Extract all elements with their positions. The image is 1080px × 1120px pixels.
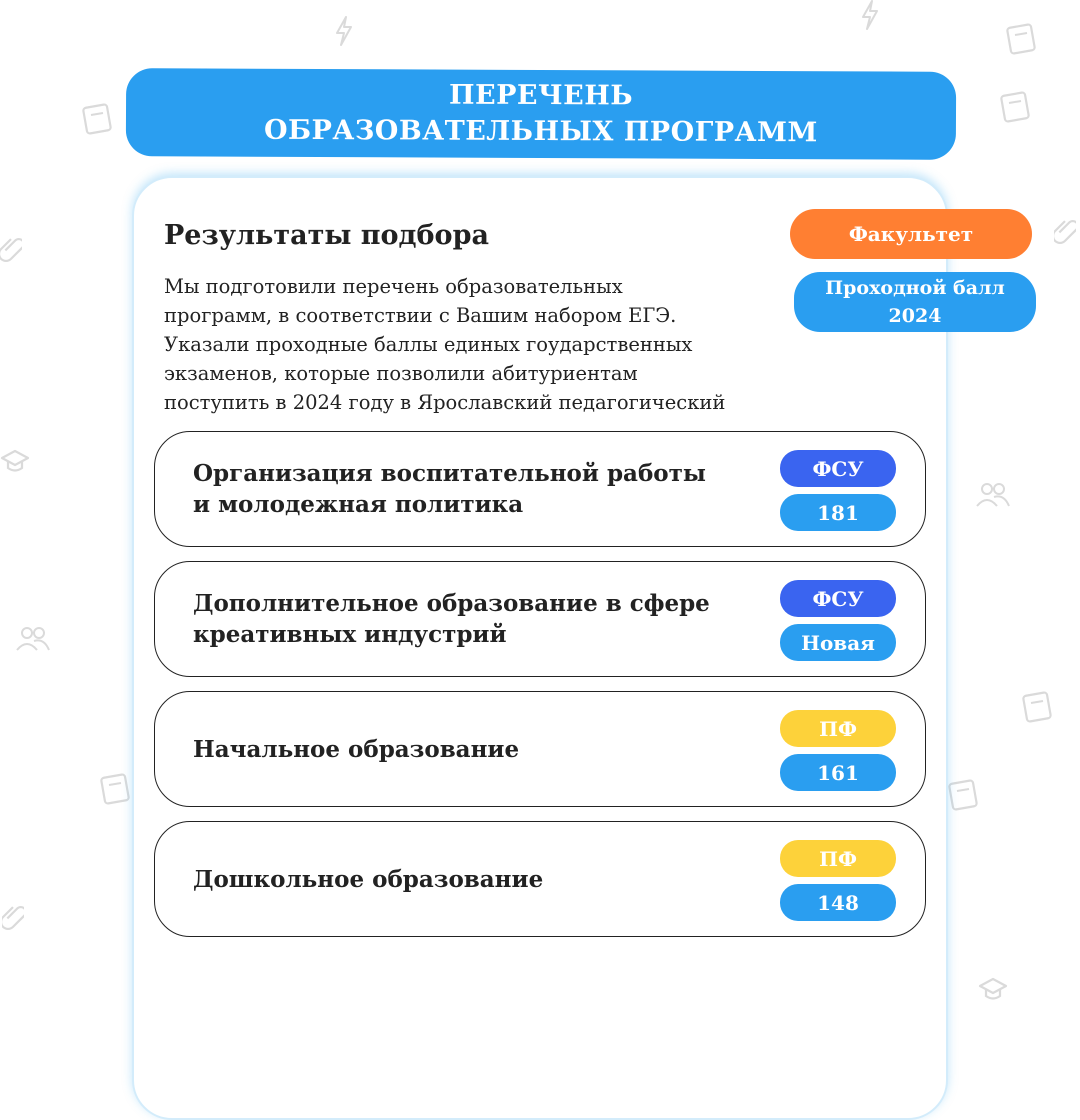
program-name-line: Начальное образование xyxy=(193,735,520,763)
title-line-1: ПЕРЕЧЕНЬ xyxy=(449,79,634,112)
title-banner xyxy=(126,68,956,160)
description-line: поступить в 2024 году в Ярославский педагогический xyxy=(164,391,726,414)
program-name xyxy=(193,692,733,806)
book-icon xyxy=(1020,690,1054,724)
program-name-line: Организация воспитательной работы xyxy=(193,460,706,487)
score-badge: Новая xyxy=(780,624,896,661)
legend-score-badge xyxy=(794,272,1036,332)
description-line: программ, в соответствии с Вашим набором ЕГЭ. xyxy=(164,304,677,327)
program-name-line: и молодежная политика xyxy=(193,491,524,518)
book-icon xyxy=(1004,22,1038,56)
lightning-icon xyxy=(860,0,880,30)
program-card[interactable] xyxy=(154,561,926,677)
book-icon xyxy=(80,102,114,136)
legend-faculty-badge: Факультет xyxy=(790,209,1032,259)
score-badge: 161 xyxy=(780,754,896,791)
program-name-line: Дошкольное образование xyxy=(193,865,544,893)
faculty-badge: ПФ xyxy=(780,710,896,747)
book-icon xyxy=(98,772,132,806)
program-name xyxy=(193,822,733,936)
program-name xyxy=(193,562,733,676)
description-line: Мы подготовили перечень образовательных xyxy=(164,275,623,298)
users-icon xyxy=(14,624,52,654)
program-name-line: Дополнительное образование в сфере xyxy=(193,590,710,617)
graduation-cap-icon xyxy=(0,446,30,476)
description-line: Указали проходные баллы единых гоударственных xyxy=(164,333,693,356)
results-title: Результаты подбора xyxy=(164,220,489,251)
program-card[interactable] xyxy=(154,431,926,547)
faculty-badge: ПФ xyxy=(780,840,896,877)
paperclip-icon xyxy=(0,232,22,266)
program-name xyxy=(193,432,733,546)
description-line: экзаменов, которые позволили абитуриентам xyxy=(164,362,638,385)
faculty-badge: ФСУ xyxy=(780,450,896,487)
legend-score-label: Проходной балл xyxy=(825,277,1005,299)
program-card[interactable] xyxy=(154,691,926,807)
book-icon xyxy=(998,90,1032,124)
program-card[interactable] xyxy=(154,821,926,937)
score-badge: 148 xyxy=(780,884,896,921)
legend-score-year: 2024 xyxy=(888,305,942,327)
paperclip-icon xyxy=(1054,214,1076,248)
lightning-icon xyxy=(334,16,354,46)
program-name-line: креативных индустрий xyxy=(193,621,507,648)
score-badge: 181 xyxy=(780,494,896,531)
faculty-badge: ФСУ xyxy=(780,580,896,617)
book-icon xyxy=(946,778,980,812)
graduation-cap-icon xyxy=(978,974,1008,1004)
users-icon xyxy=(974,480,1012,510)
title-line-2: ОБРАЗОВАТЕЛЬНЫХ ПРОГРАММ xyxy=(263,114,818,149)
paperclip-icon xyxy=(2,900,24,934)
results-description xyxy=(164,272,804,417)
